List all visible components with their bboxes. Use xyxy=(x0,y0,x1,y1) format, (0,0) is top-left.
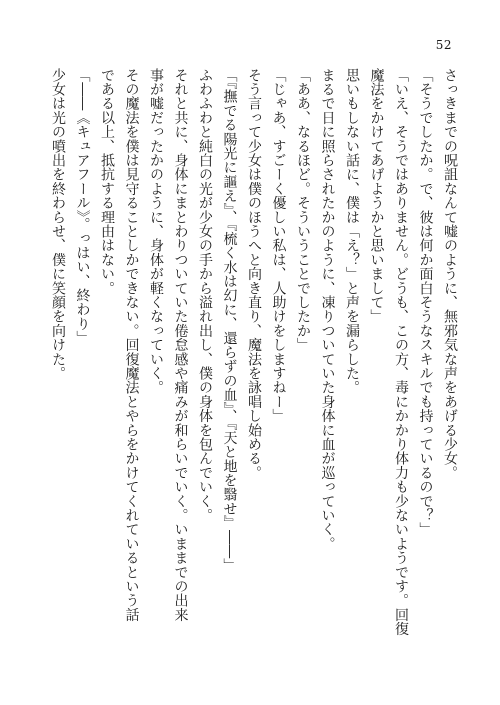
text-line: さっきまでの呪詛なんて嘘のように、無邪気な声をあげる少女。 xyxy=(442,68,458,480)
text-line: 「いえ、そうではありません。どうも、この方、毒にかかり体力も少ないようです。回復 xyxy=(393,68,409,636)
text-line: 少女は光の噴出を終わらせ、僕に笑顔を向けた。 xyxy=(50,68,66,381)
text-line: 「じゃあ、すごーく優しい私は、人助けをしますねー」 xyxy=(270,68,287,423)
text-line: 事が嘘だったかのように、身体が軽くなっていく。 xyxy=(148,68,164,395)
text-line: まるで日に照らされたかのように、凍りついていた身体に血が巡っていく。 xyxy=(319,68,336,551)
text-line: それと共に、身体にまとわりついていた倦怠感や痛みが和らいでいく。いままでの出来 xyxy=(172,68,189,622)
text-line: 思いもしない話に、僕は「え？」と声を漏らした。 xyxy=(344,68,360,395)
text-line: 「――《キュアフール》。っはい、終わり」 xyxy=(74,68,91,345)
text-line: 「そうでしたか。で、彼は何か面白そうなスキルでも持っているので？」 xyxy=(417,68,434,537)
text-line: である以上、抵抗する理由はない。 xyxy=(99,68,115,296)
page-number: 52 xyxy=(435,38,452,52)
text-line: 「ああ、なるほど。そういうことでしたか」 xyxy=(295,68,311,352)
text-line: 「『撫でる陽光に謳え』、『梳く水は幻に、還らずの血』、『天と地を翳せ』――」 xyxy=(221,68,238,573)
text-line: そう言って少女は僕のほうへと向き直り、魔法を詠唱し始める。 xyxy=(246,68,262,480)
text-line: その魔法を僕は見守ることしかできない。回復魔法とやらをかけてくれているという話 xyxy=(123,68,140,622)
text-line: ふわふわと純白の光が少女の手から溢れ出し、僕の身体を包んでいく。 xyxy=(197,68,213,523)
body-text xyxy=(38,68,462,666)
text-line: 魔法をかけてあげようかと思いまして」 xyxy=(368,68,385,324)
